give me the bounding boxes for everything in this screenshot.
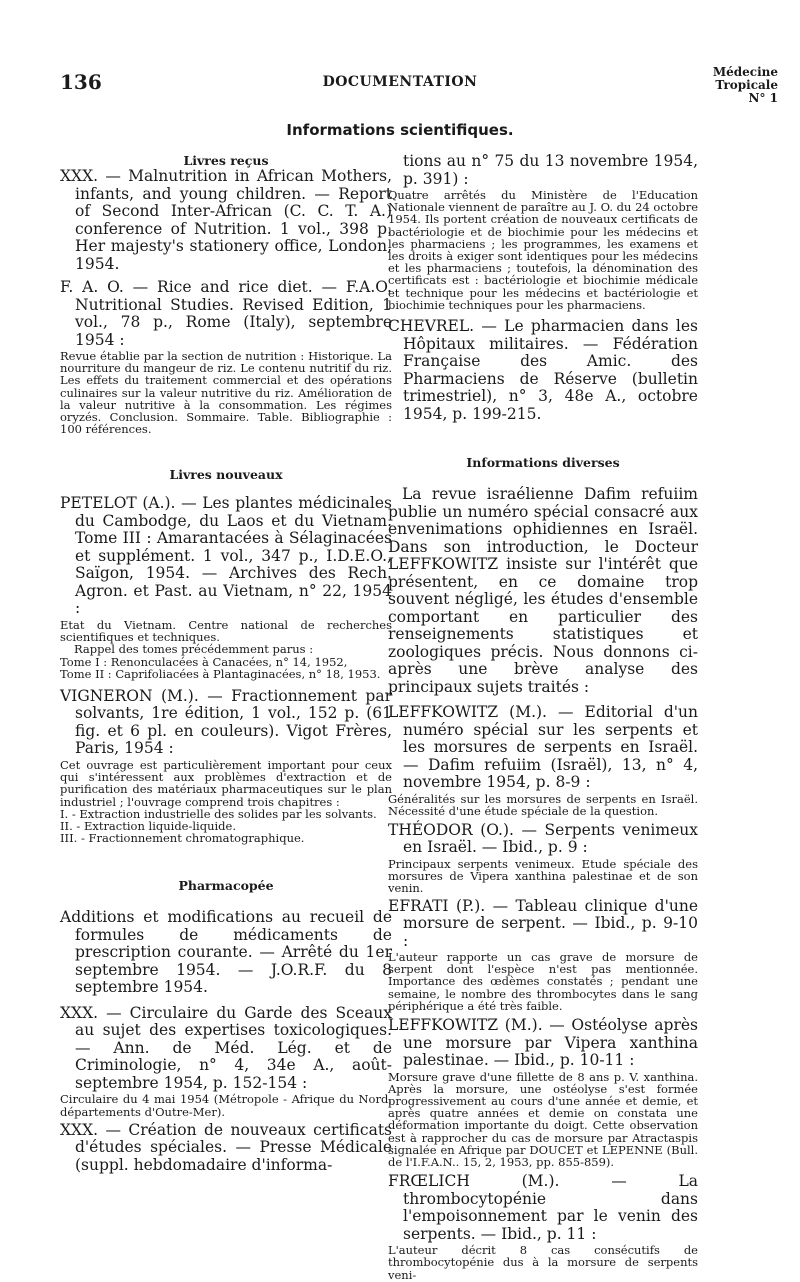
note-petelot-tome1: Tome I : Renonculacées à Canacées, n° 14, 1952, [60,654,348,669]
heading-livres-recus: Livres reçus [183,153,269,168]
entry-petelot: PETELOT (A.). — Les plantes médicinales du Cambodge, du Laos et du Vietnam. Tome III : Amarantacées à Sélaginacées et supplément. 1 vol., 347 p., I.D.E.O., Saïgon, 1954. — Archives des Rech. Agron. et Past. au Vietnam, n° 22, 1954 : [60,494,392,618]
running-title: DOCUMENTATION [322,74,478,90]
note-efrati: L'auteur rapporte un cas grave de morsure de serpent dont l'espèce n'est pas mentionnée. Importance des œdèmes constatés ; pendant une semaine, le nombre des thrombocytes dans le sang périphérique a été très faible. [388,950,698,1013]
entry-malnutrition: XXX. — Malnutrition in African Mothers, infants, and young children. — Report of Second Inter-African (C. C. T. A.) conference of Nutrition. 1 vol., 398 p. Her majesty's stationery office, London, 1954. [60,167,392,273]
entry-creation: XXX. — Création de nouveaux certificats d'études spéciales. — Presse Médicale (suppl. hebdomadaire d'informa- [60,1120,392,1174]
entry-circulaire: XXX. — Circulaire du Garde des Sceaux au sujet des expertises toxicologiques. — Ann. de Méd. Lég. et de Criminologie, n° 4, 34e A., août-septembre 1954, p. 152-154 : [60,1003,392,1092]
note-theodor: Principaux serpents venimeux. Etude spéciale des morsures de Vipera xanthina palestinae et de son venin. [388,856,698,896]
note-vigneron: Cet ouvrage est particulièrement important pour ceux qui s'intéressent aux problèmes d'extraction et de purification des matériaux pharmaceutiques sur le plan industriel ; l'ouvrage comprend trois chapitres : [60,757,392,809]
journal-name [713,66,778,105]
note-petelot-rappel: Rappel des tomes précédemment parus : [74,642,314,657]
entry-chevrel: CHEVREL. — Le pharmacien dans les Hôpitaux militaires. — Fédération Française des Amic. des Pharmaciens de Réserve (bulletin trimestriel), n° 3, 48e A., octobre 1954, p. 199-215. [388,317,698,423]
entry-efrati: EFRATI (P.). — Tableau clinique d'une morsure de serpent. — Ibid., p. 9-10 : [388,896,698,950]
entry-froelich: FRŒLICH (M.). — La thrombocytopénie dans l'empoisonnement par le venin des serpents. — Ibid., p. 11 : [388,1172,698,1243]
entry-vigneron: VIGNERON (M.). — Fractionnement par solvants, 1re édition, 1 vol., 152 p. (61 fig. et 6 pl. en couleurs). Vigot Frères, Paris, 1954 : [60,686,392,758]
journal-line-1: Médecine [712,65,778,79]
heading-livres-nouveaux: Livres nouveaux [169,467,283,483]
page-number: 136 [60,70,102,94]
entry-theodor: THÉODOR (O.). — Serpents venimeux en Israël. — Ibid., p. 9 : [388,820,698,857]
entry-fao: F. A. O. — Rice and rice diet. — F.A.O. Nutritional Studies. Revised Edition, 1 vol., 78 p., Rome (Italy), septembre 1954 : [60,278,392,349]
note-vigneron-ch1: I. - Extraction industrielle des solides par les solvants. [60,806,377,821]
note-fao: Revue établie par la section de nutrition : Historique. La nourriture du mangeur de riz. Le contenu nutritif du riz. Les effets du traitement commercial et des opérations culinaires sur la valeur nutritive du riz. Amélioration de la valeur nutritive à la consommation. Les régimes oryzés. Conclusion. Sommaire. Table. Bibliographie : 100 références. [60,349,392,437]
note-circulaire: Circulaire du 4 mai 1954 (Métropole - Afrique du Nord, départements d'Outre-Mer). [60,1092,392,1119]
note-vigneron-ch2: II. - Extraction liquide-liquide. [60,818,236,833]
entry-leffkowitz-editorial: LEFFKOWITZ (M.). — Editorial d'un numéro spécial sur les serpents et les morsures de serpents en Israël. — Dafim refuiim (Israël), 13, n° 4, novembre 1954, p. 8-9 : [388,703,698,792]
heading-informations-diverses: Informations diverses [466,455,620,471]
note-petelot-tome2: Tome II : Caprifoliacées à Plantaginacées, n° 18, 1953. [60,666,381,681]
note-vigneron-ch3: III. - Fractionnement chromatographique. [60,831,305,846]
entry-leffkowitz-osteolyse: LEFFKOWITZ (M.). — Ostéolyse après une morsure par Vipera xanthina palestinae. — Ibid., p. 10-11 : [388,1016,698,1070]
journal-issue: N° 1 [748,91,778,105]
note-arretes: Quatre arrêtés du Ministère de l'Education Nationale viennent de paraître au J. O. du 24 octobre 1954. Ils portent création de nouveaux certificats de bactériologie et de biochimie pour les médecins et les pharmaciens ; les programmes, les examens et les droits à exiger sont identiques pour les médecins et les pharmaciens ; toutefois, la dénomination des certificats est : bactériologie et biochimie médicale et technique pour les médecins et bactériologie et biochimie techniques pour les pharmaciens. [388,188,698,312]
entry-additions: Additions et modifications au recueil de formules de médicaments de prescription courante. — Arrêté du 1er septembre 1954. — J.O.R.F. du 8 septembre 1954. [60,908,392,997]
note-petelot: Etat du Vietnam. Centre national de recherches scientifiques et techniques. [60,617,392,645]
journal-line-2: Tropicale [715,78,778,92]
note-froelich: L'auteur décrit 8 cas consécutifs de thrombocytopénie dus à la morsure de serpents veni- [388,1243,698,1282]
intro-paragraph: La revue israélienne Dafim refuiim publie un numéro spécial consacré aux envenimations ophidiennes en Israël. Dans son introduction, le Docteur LEFFKOWITZ insiste sur l'intérêt que présentent, en ce domaine trop souvent négligé, les études d'ensemble comportant en particulier des renseignements statistiques et zoologiques précis. Nous donnons ci-après une brève analyse des principaux sujets traités : [388,485,698,696]
continuation-text: tions au n° 75 du 13 novembre 1954, p. 391) : [403,152,698,188]
right-column [388,153,698,1281]
heading-pharmacopee: Pharmacopée [178,878,274,894]
note-leffkowitz-editorial: Généralités sur les morsures de serpents en Israël. Nécessité d'une étude spéciale de la question. [388,791,698,818]
note-leffkowitz-osteolyse: Morsure grave d'une fillette de 8 ans p. V. xanthina. Après la morsure, une ostéolyse s'est formée progressivement au cours d'une année et demie, et après quatre années et demie on constata une déformation importante du doigt. Cette observation est à rapprocher du cas de morsure par Atractaspis signalée en Afrique par DOUCET et LEPENNE (Bull. de l'I.F.A.N.. 15, 2, 1953, pp. 855-859). [388,1069,698,1169]
left-column [60,153,392,1174]
section-title: Informations scientifiques. [286,121,514,139]
